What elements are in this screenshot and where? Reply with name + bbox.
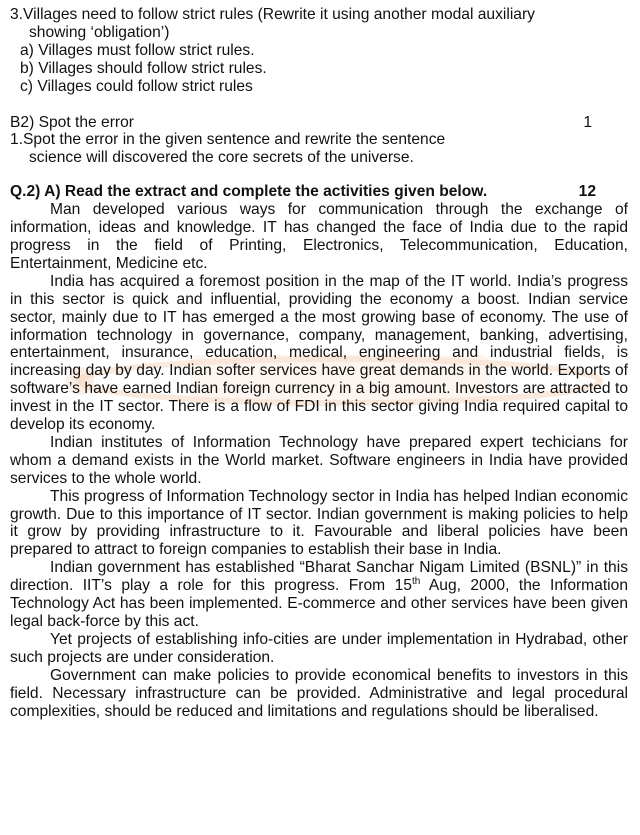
extract-paragraph-6: Yet projects of establishing info-cities are under implementation in Hydrabad, other such projects are under consideration. (10, 630, 628, 666)
option-c: c) Villages could follow strict rules (20, 77, 253, 95)
extract-paragraph-7: Government can make policies to provide economical benefits to investors in this field. Necessary infrastructure can be provided. Administrative and legal procedural complexities, should be reduced and limitations and regulations should be liberalised. (10, 666, 628, 720)
extract-paragraph-1: Man developed various ways for communication through the exchange of information, ideas and knowledge. IT has changed the face of India due to the rapid progress in the field of Printing, Electronics, Telecommunication, Education, Entertainment, Medicine etc. (10, 201, 628, 272)
b2-question-1-sentence: science will discovered the core secrets of the universe. (29, 149, 414, 167)
q2-marks: 12 (578, 183, 596, 201)
document-page (10, 6, 628, 720)
b2-title: B2) Spot the error (10, 113, 134, 131)
extract-paragraph-3: Indian institutes of Information Technology have prepared expert techicians for whom a demand exists in the World market. Software engineers in India have provided services to the whole world. (10, 433, 628, 487)
option-b: b) Villages should follow strict rules. (20, 59, 267, 77)
b2-heading-row (10, 114, 628, 132)
q2-heading-row (10, 183, 628, 201)
extract-paragraph-4: This progress of Information Technology sector in India has helped Indian economic growth. Due to this importance of IT sector. Indian government is making policies to help it grow by providing infrastructure to it. Favourable and liberal policies have been prepared to attract to foreign companies to establish their base in India. (10, 487, 628, 559)
question-3-stem-cont: showing ‘obligation’) (29, 23, 170, 41)
b2-question-1: 1.Spot the error in the given sentence and rewrite the sentence (10, 131, 446, 149)
b2-marks: 1 (583, 113, 592, 131)
extract-paragraph-2: India has acquired a foremost position in the map of the IT world. India’s progress in this sector is quick and influential, providing the economy a boost. Indian service sector, mainly due to IT has emerged a the most growing base of economy. The use of information technology in governance, company, management, banking, advertising, entertainment, insurance, education, medical, engineering and industrial fields, is increasing day by day. Indian softer services have great demands in the world. Exports of software’s have earned Indian foreign currency in a big amount. Investors are attracted to invest in the IT sector. There is a flow of FDI in this sector giving India required capital to develop its economy. (10, 272, 628, 434)
question-3-stem: 3.Villages need to follow strict rules (Rewrite it using another modal auxiliary (10, 6, 535, 23)
extract-paragraph-5: Indian government has established “Bharat Sanchar Nigam Limited (BSNL)” in this direction. IIT’s play a role for this progress. From 15th Aug, 2000, the Information Technology Act has been implemented. E-commerce and other services have been given legal back-force by this act. (10, 559, 628, 630)
option-a: a) Villages must follow strict rules. (20, 41, 255, 59)
ordinal-suffix: th (411, 576, 421, 587)
q2-heading: Q.2) A) Read the extract and complete the activities given below. (10, 183, 488, 201)
